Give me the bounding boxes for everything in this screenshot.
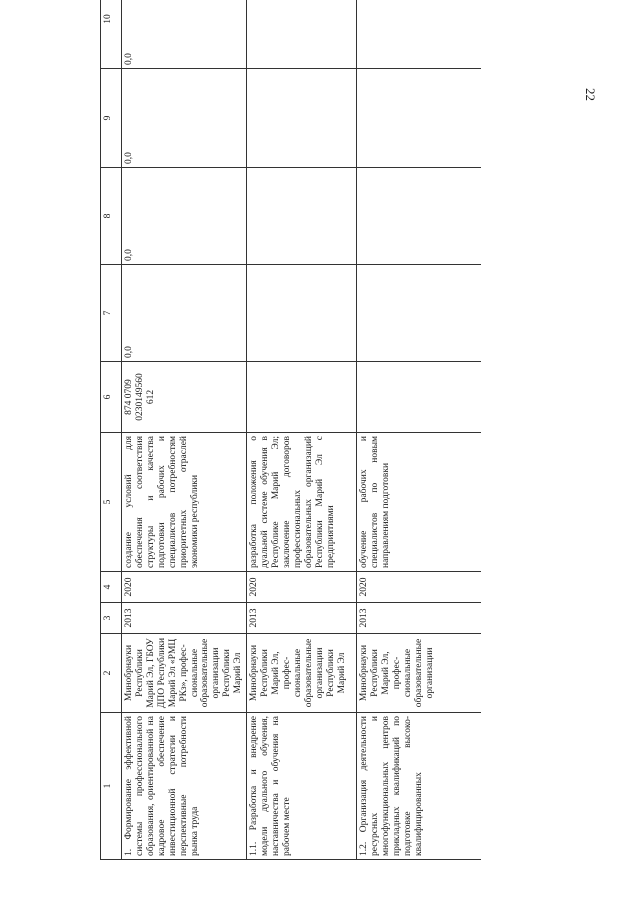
end-year-cell: 2020 — [247, 572, 357, 603]
value-cell — [247, 168, 357, 265]
start-year-cell: 2013 — [122, 603, 247, 634]
expected-result-cell: создание условий для обеспечения соответствия структуры и качества подготовки рабочих и специалистов потребностям приоритетных отраслей экономики республики — [122, 433, 247, 572]
expected-result-cell: разработка положения о дуальной системе обучения в Республике Марий Эл; заключение договоров профессиональных образовательных организаций Республики Марий Эл с предприятиями — [247, 433, 357, 572]
budget-code-cell — [247, 362, 357, 433]
measure-name-cell: 1. Формирование эффективной системы профессионального образования, ориентированной на кадровое обеспечение инвестиционной стратегии и перспективные потребности рынка труда — [122, 713, 247, 860]
column-header-8: 8 — [101, 168, 122, 265]
value-cell: 0,0 — [122, 69, 247, 168]
value-cell: 0,0 — [122, 265, 247, 362]
value-cell: 0,0 — [122, 168, 247, 265]
program-table-grid — [100, 0, 481, 860]
program-table — [100, 14, 620, 860]
end-year-cell: 2020 — [357, 572, 482, 603]
budget-code-cell: 874 0709 0230149560 612 — [122, 362, 247, 433]
value-cell — [357, 69, 482, 168]
expected-result-cell: обучение рабочих и специалистов по новым направлениям подготовки — [357, 433, 482, 572]
measure-name-cell: 1.1. Разработка и внедрение модели дуального обучения, наставничества и обучения на рабочем месте — [247, 713, 357, 860]
column-header-9: 9 — [101, 69, 122, 168]
table-header-row — [101, 0, 122, 860]
column-header-1: 1 — [101, 713, 122, 860]
value-cell — [357, 0, 482, 69]
executor-cell: Минобрнауки Республики Марий Эл, ГБОУ ДПО Республики Марий Эл «РМЦ РКз», профес-сиональные образовательные организации Республики Марий Эл — [122, 634, 247, 713]
value-cell: 0,0 — [122, 0, 247, 69]
table-row — [247, 0, 357, 860]
column-header-5: 5 — [101, 433, 122, 572]
executor-cell: Минобрнауки Республики Марий Эл, профес-сиональные образовательные организации — [357, 634, 482, 713]
column-header-4: 4 — [101, 572, 122, 603]
column-header-10: 10 — [101, 0, 122, 69]
start-year-cell: 2013 — [247, 603, 357, 634]
column-header-3: 3 — [101, 603, 122, 634]
executor-cell: Минобрнауки Республики Марий Эл, профес-сиональные образовательные организации Республики Марий Эл — [247, 634, 357, 713]
column-header-6: 6 — [101, 362, 122, 433]
end-year-cell: 2020 — [122, 572, 247, 603]
budget-code-cell — [357, 362, 482, 433]
value-cell — [247, 0, 357, 69]
column-header-7: 7 — [101, 265, 122, 362]
value-cell — [247, 69, 357, 168]
table-row — [357, 0, 482, 860]
measure-name-cell: 1.2. Организация деятельности ресурсных и многофункциональных центров прикладных квалификаций по подготовке высоко-квалифицированных — [357, 713, 482, 860]
value-cell — [357, 168, 482, 265]
start-year-cell: 2013 — [357, 603, 482, 634]
value-cell — [357, 265, 482, 362]
page-number: 22 — [583, 88, 598, 101]
value-cell — [247, 265, 357, 362]
table-row — [122, 0, 247, 860]
column-header-2: 2 — [101, 634, 122, 713]
